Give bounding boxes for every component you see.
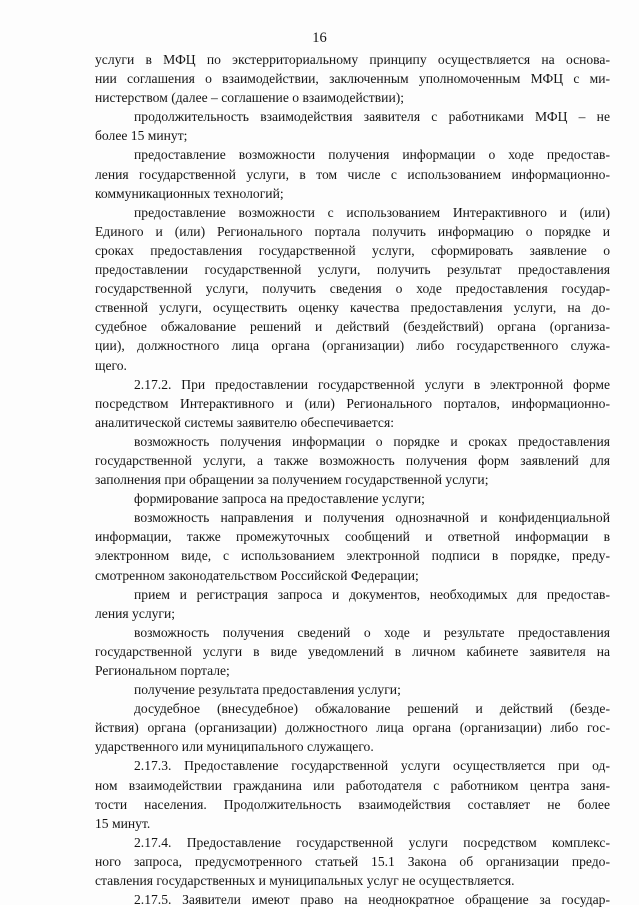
text-line: ления государственной услуги, в том числе с использованием информационно-: [95, 166, 610, 182]
text-line: 2.17.5. Заявители имеют право на неоднократное обращение за государ-: [134, 892, 610, 908]
text-line: ном взаимодействии гражданина или работодателя с работником центра заня-: [95, 777, 610, 793]
text-line: предоставление возможности получения информации о ходе предостав-: [134, 147, 610, 163]
text-line: возможность направления и получения однозначной и конфиденциальной: [134, 510, 610, 526]
text-line: ления услуги;: [95, 605, 176, 621]
text-line: ного запроса, предусмотренного статьей 15.1 Закона об организации предо-: [95, 853, 610, 869]
text-line: смотренном законодательством Российской Федерации;: [95, 567, 419, 583]
text-line: коммуникационных технологий;: [95, 185, 284, 201]
text-line: формирование запроса на предоставление услуги;: [134, 491, 425, 507]
text-line: услуги в МФЦ по экстерриториальному принципу осуществляется на основа-: [95, 52, 610, 67]
text-line: досудебное (внесудебное) обжалование решений и действий (безде-: [134, 701, 610, 717]
text-line: Единого и (или) Регионального портала получить информацию о порядке и: [95, 223, 610, 239]
text-line: ударственного или муниципального служащего.: [95, 739, 374, 755]
text-line: заполнения при обращении за получением государственной услуги;: [95, 472, 489, 488]
text-line: государственной услуги, а также возможность получения форм заявлений для: [95, 452, 610, 468]
text-line: электронном виде, с использованием электронной подписи в порядке, преду-: [95, 548, 610, 564]
text-line: предоставлении государственной услуги, получить результат предоставления: [95, 262, 610, 278]
text-line: более 15 минут;: [95, 128, 188, 144]
text-line: йствия) органа (организации) должностного лица органа (организации) либо гос-: [95, 720, 610, 736]
text-line: возможность получения информации о порядке и сроках предоставления: [134, 433, 610, 449]
text-line: нистерством (далее – соглашение о взаимодействии);: [95, 90, 405, 106]
text-line: 2.17.3. Предоставление государственной услуги осуществляется при од-: [134, 758, 610, 774]
text-line: нии соглашения о взаимодействии, заключенным уполномоченным МФЦ с ми-: [95, 71, 610, 87]
text-line: судебное обжалование решений и действий (бездействий) органа (организа-: [95, 319, 610, 335]
text-line: 15 минут.: [95, 815, 151, 831]
text-line: возможность получения сведений о ходе и результате предоставления: [134, 624, 610, 640]
text-line: тости населения. Продолжительность взаимодействия составляет не более: [95, 796, 610, 812]
text-line: прием и регистрация запроса и документов, необходимых для предостав-: [134, 586, 610, 602]
text-line: сроках предоставления государственной услуги, сформировать заявление о: [95, 242, 610, 258]
text-line: государственной услуги, получить сведения о ходе предоставления государ-: [95, 281, 610, 297]
document-body: [95, 50, 610, 909]
text-line: щего.: [95, 357, 127, 373]
text-line: ственной услуги, осуществить оценку качества предоставления услуги, на до-: [95, 300, 610, 316]
text-line: предоставление возможности с использованием Интерактивного и (или): [134, 204, 610, 220]
text-line: получение результата предоставления услуги;: [134, 682, 401, 698]
text-line: ставления государственных и муниципальных услуг не осуществляется.: [95, 873, 515, 889]
text-line: посредством Интерактивного и (или) Регионального порталов, информационно-: [95, 395, 610, 411]
text-line: информации, также промежуточных сообщений и ответной информации в: [95, 529, 610, 545]
text-line: продолжительность взаимодействия заявителя с работниками МФЦ – не: [134, 109, 610, 125]
text-line: 2.17.4. Предоставление государственной услуги посредством комплекс-: [134, 834, 610, 850]
text-line: Региональном портале;: [95, 663, 230, 678]
text-line: ции), должностного лица органа (организации) либо государственного служа-: [95, 338, 610, 354]
text-line: аналитической системы заявителю обеспечивается:: [95, 414, 394, 430]
page-number: 16: [312, 30, 327, 46]
text-line: 2.17.2. При предоставлении государственной услуги в электронной форме: [134, 376, 610, 392]
text-line: государственной услуги в виде уведомлений в личном кабинете заявителя на: [95, 643, 610, 659]
